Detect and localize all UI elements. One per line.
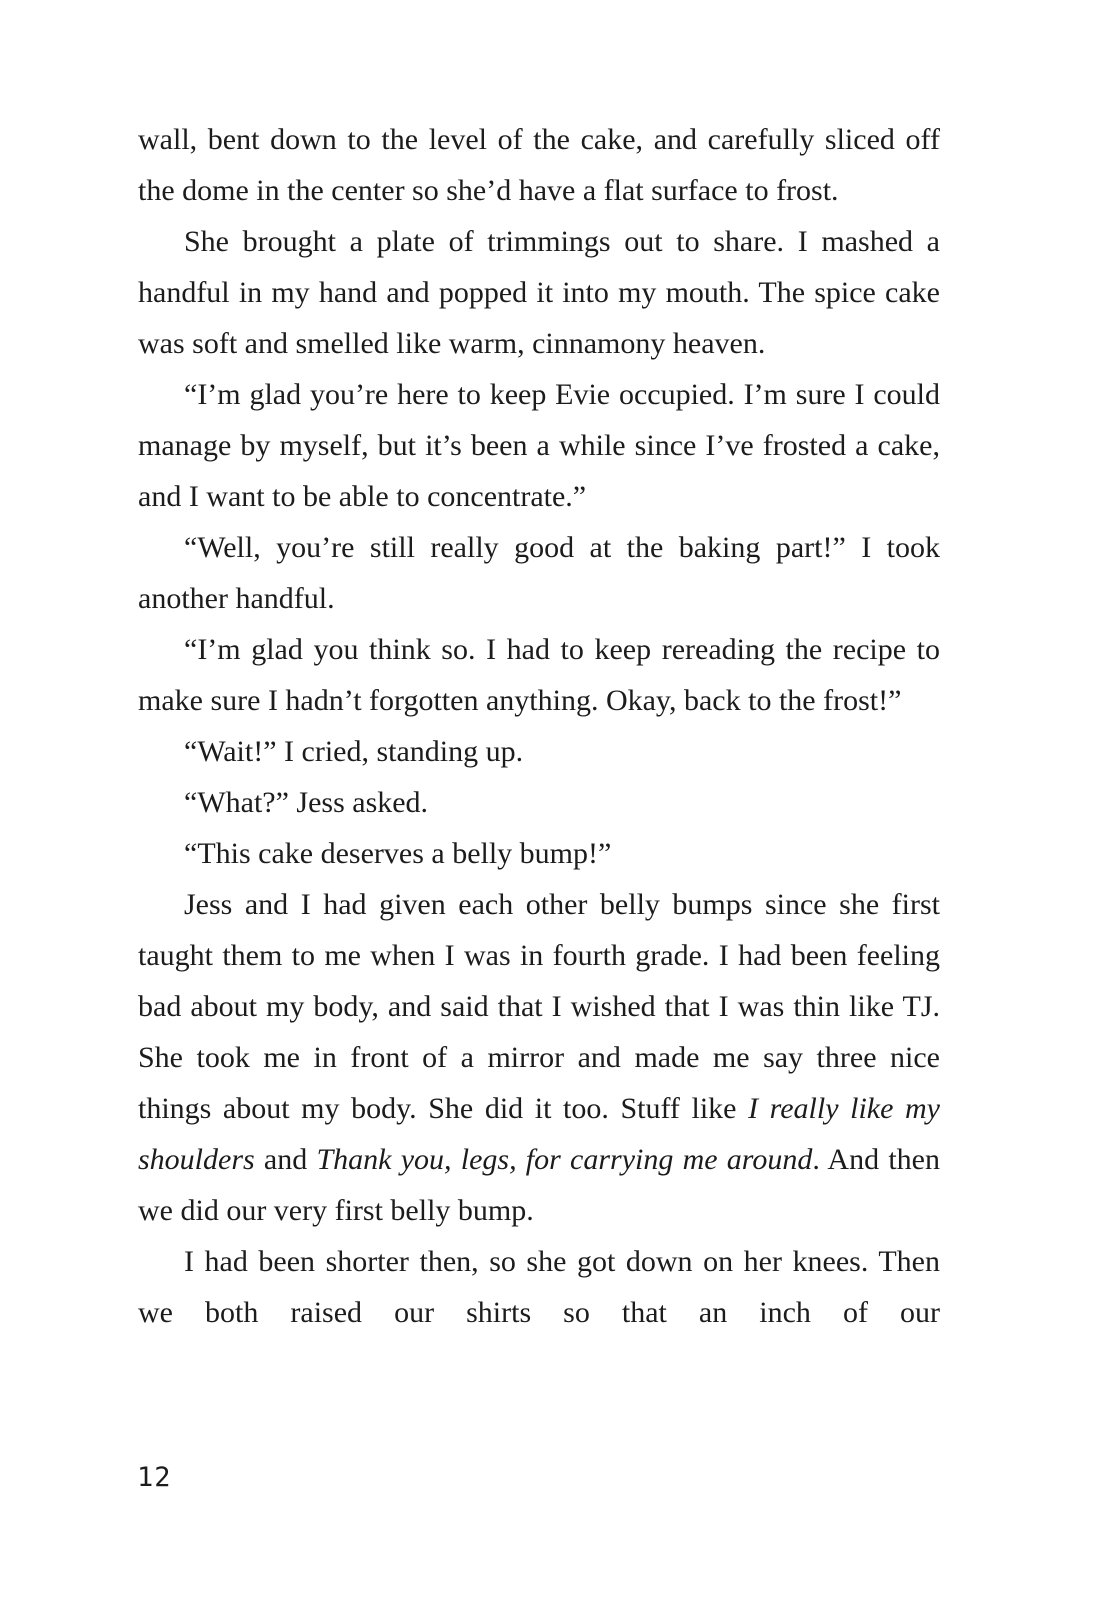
paragraph [138,624,940,726]
paragraph [138,828,940,879]
paragraph [138,879,940,1236]
page-number: 12 [137,1462,172,1493]
text-run: I had been shorter then, so she got down on her knees. Then we both raised our shirts so that an inch of our [138,1245,940,1329]
paragraph [138,777,940,828]
text-run: “This cake deserves a belly bump!” [184,837,612,870]
text-run: wall, bent down to the level of the cake, and carefully sliced off the dome in the center so she’d have a flat surface to frost. [138,123,940,207]
text-run: “Wait!” I cried, standing up. [184,735,524,768]
paragraph [138,114,940,216]
text-run: “I’m glad you’re here to keep Evie occupied. I’m sure I could manage by myself, but it’s been a while since I’ve frosted a cake, and I want to be able to concentrate.” [138,378,940,513]
text-run: “Well, you’re still really good at the baking part!” I took another handful. [138,531,940,615]
text-run: and [254,1143,317,1176]
paragraph [138,369,940,522]
paragraph [138,1236,940,1338]
text-run: . And then we did our very first belly bump. [138,1143,940,1227]
italic-text-run: I really like my shoulders [138,1092,941,1176]
text-run: “I’m glad you think so. I had to keep rereading the recipe to make sure I hadn’t forgotten anything. Okay, back to the frost!” [138,633,940,717]
paragraph [138,216,940,369]
italic-text-run: Thank you, legs, for carrying me around [316,1143,813,1176]
paragraph [138,726,940,777]
body-text [138,114,940,1338]
text-run: She brought a plate of trimmings out to share. I mashed a handful in my hand and popped it into my mouth. The spice cake was soft and smelled like warm, cinnamony heaven. [138,225,940,360]
text-run: “What?” Jess asked. [184,786,429,819]
paragraph [138,522,940,624]
text-run: Jess and I had given each other belly bumps since she first taught them to me when I was in fourth grade. I had been feeling bad about my body, and said that I wished that I was thin like TJ. She took me in front of a mirror and made me say three nice things about my body. She did it too. Stuff like [138,888,940,1125]
